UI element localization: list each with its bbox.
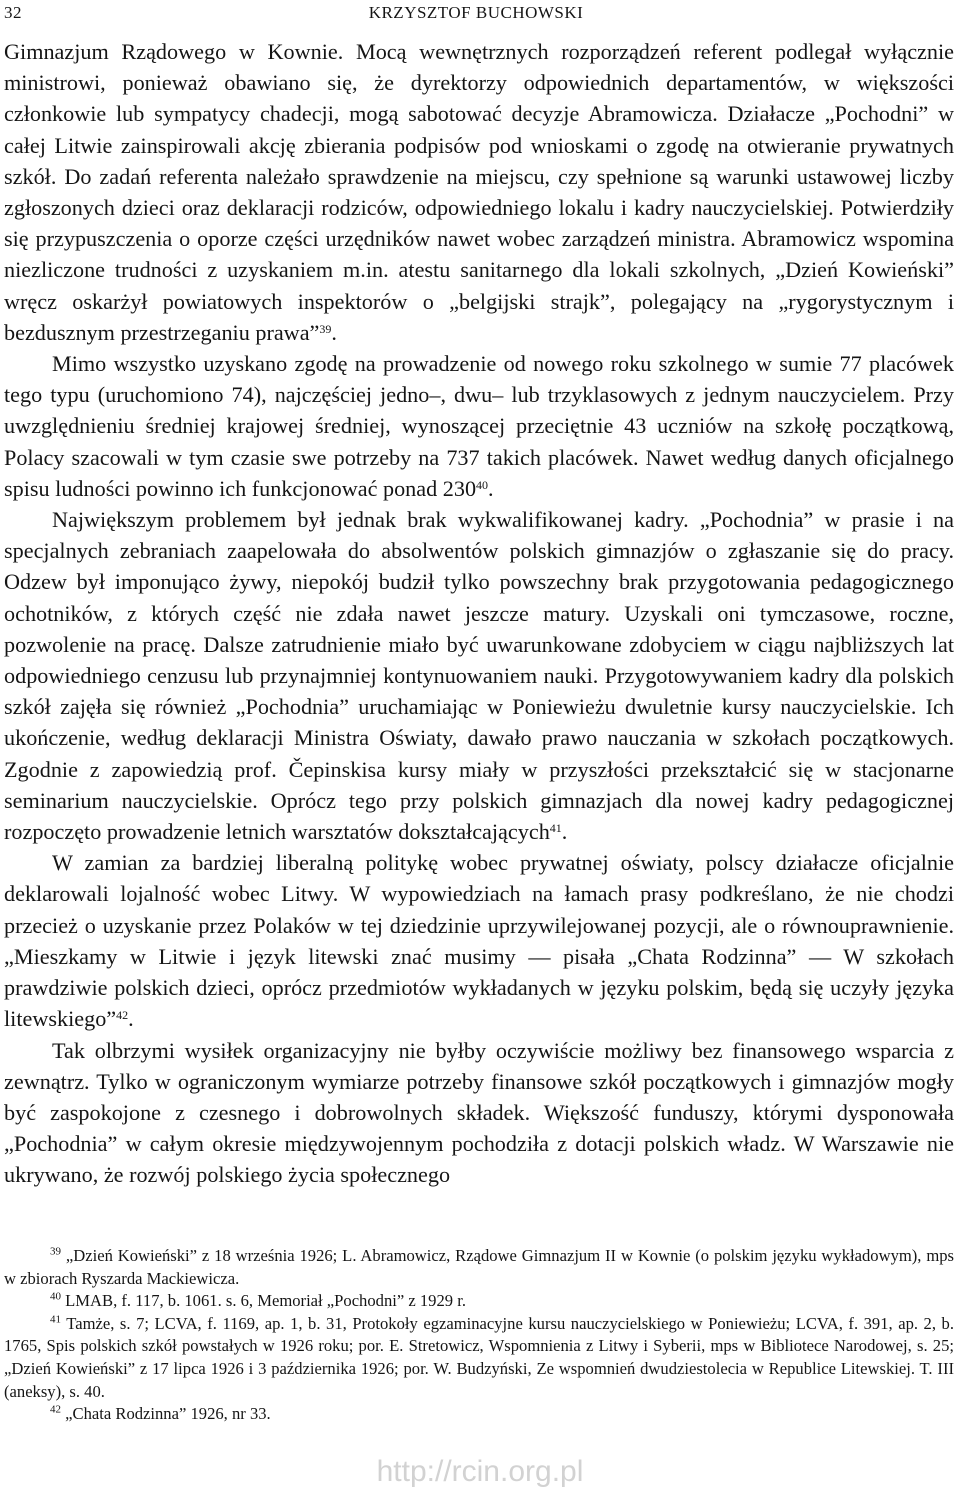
footnote-number: 41: [50, 1313, 61, 1326]
footnote: [4, 1313, 954, 1403]
footnote: [4, 1290, 954, 1313]
paragraph: Tak olbrzymi wysiłek organizacyjny nie byłby oczywiście możliwy bez finansowego wsparcia z zewnątrz. Tylko w ograniczonym wymiarze potrzeby finansowe szkół początkowych i gimnazjów mogły być zaspokojone z czesnego i dobrowolnych składek. Większość funduszy, którymi dysponowała „Pochodnia” w całym okresie międzywojennym pochodziła z dotacji polskich władz. W Warszawie nie ukrywano, że rozwój polskiego życia społecznego: [4, 1037, 954, 1188]
footnote-text: Tamże, s. 7; LCVA, f. 1169, ap. 1, b. 31, Protokoły egzaminacyjne kursu nauczycielskiego w Poniewieżu; LCVA, f. 391, ap. 2, b. 1765, Spis polskich szkół powstałych w 1926 roku; por. E. Stretowicz, Wspomnienia z Litwy i Syberii, mps w Bibliotece Narodowej, s. 25; „Dzień Kowieński” z 17 lipca 1926 i 3 października 1926; por. W. Budzyński, Ze wspomnień dwudziestolecia w Republice Litewskiej. T. III (aneksy), s. 40.: [4, 1313, 954, 1401]
footnote: [4, 1245, 954, 1290]
page-number: 32: [4, 3, 22, 22]
footnote-text: „Dzień Kowieński” z 18 września 1926; L. Abramowicz, Rządowe Gimnazjum II w Kownie (o polskim języku wykładowym), mps w zbiorach Ryszarda Mackiewicza.: [4, 1246, 954, 1288]
footnote-text: LMAB, f. 117, b. 1061. s. 6, Memoriał „Pochodni” z 1929 r.: [65, 1291, 466, 1311]
watermark: http://rcin.org.pl: [376, 1455, 584, 1488]
paragraph: Mimo wszystko uzyskano zgodę na prowadzenie od nowego roku szkolnego w sumie 77 placówek tego typu (uruchomiono 74), najczęściej jedno–, dwu– lub trzyklasowych z jednym nauczycielem. Przy uwzględnieniu średniej krajowej średniej, wynoszącej przeciętnie 43 uczniów na szkołę początkową, Polacy szacowali w tym czasie swe potrzeby na 737 takich placówek. Nawet według danych oficjalnego spisu ludności powinno ich funkcjonować ponad $230^{40}$.: [4, 351, 954, 501]
footnote-ref[interactable]: 42: [116, 1008, 129, 1023]
footnote-ref[interactable]: 39: [319, 321, 332, 336]
footnote-number: 40: [50, 1290, 61, 1303]
footnotes: [4, 1245, 954, 1426]
footnote-number: 42: [50, 1403, 61, 1416]
footnote-number: 39: [50, 1245, 61, 1258]
footnote-text: „Chata Rodzinna” 1926, nr 33.: [65, 1404, 271, 1424]
running-head: KRZYSZTOF BUCHOWSKI: [368, 3, 584, 22]
main-text: [4, 36, 954, 1191]
footnote-ref[interactable]: 40: [476, 477, 489, 492]
paragraph: W zamian za bardziej liberalną politykę wobec prywatnej oświaty, polscy działacze oficjalnie deklarowali lojalność wobec Litwy. W wypowiedziach na łamach prasy podkreślano, że nie chodzi przecież o uzyskanie przez Polaków w tej dziedzinie uprzywilejowanej pozycji, ale o równouprawnienie. „Mieszkamy w Litwie i język litewski znać musimy — pisała „Chata Rodzinna” — W szkołach prawdziwie polskich dzieci, oprócz przedmiotów wykładanych w języku polskim, będą się uczyły języka litewskiego”$^{42}$.: [4, 850, 954, 1032]
page-header: [4, 3, 948, 27]
paragraph: Największym problemem był jednak brak wykwalifikowanej kadry. „Pochodnia” w prasie i na specjalnych zebraniach zaapelowała do absolwentów polskich gimnazjów o zgłaszanie się do pracy. Odzew był imponująco żywy, niepokój budził tylko powszechny brak przygotowania pedagogicznego ochotników, z których część nie zdała nawet jeszcze matury. Uzyskali oni tymczasowe, roczne, pozwolenie na pracę. Dalsze zatrudnienie miało być uwarunkowane zdobyciem w ciągu najbliższych lat odpowiedniego cenzusu lub przynajmniej kontynuowaniem nauki. Przygotowywaniem kadry dla polskich szkół zajęła się również „Pochodnia” uruchamiając w Poniewieżu dwuletnie kursy nauczycielskie. Ich ukończenie, według deklaracji Ministra Oświaty, dawało prawo nauczania w szkołach początkowych. Zgodnie z zapowiedzią prof. Čepinskisa kursy miały w przyszłości przekształcić się w stacjonarne seminarium nauczycielskie. Oprócz tego przy polskich gimnazjach dla nowej kadry pedagogicznej rozpoczęto prowadzenie letnich warsztatów dokształcających$^{41}$.: [4, 507, 954, 845]
footnote-ref[interactable]: 41: [549, 820, 562, 835]
footnote: [4, 1403, 954, 1426]
paragraph: Gimnazjum Rządowego w Kownie. Mocą wewnętrznych rozporządzeń referent podlegał wyłącznie ministrowi, ponieważ obawiano się, że dyrektorzy odpowiednich departamentów, w większości członkowie lub sympatycy chadecji, mogą sabotować decyzje Abramowicza. Działacze „Pochodni” w całej Litwie zainspirowali akcję zbierania podpisów pod wnioskami o zgodę na otwieranie prywatnych szkół. Do zadań referenta należało sprawdzenie na miejscu, czy spełnione są warunki ustawowej liczby zgłoszonych dzieci oraz deklaracji rodziców, odpowiedniego lokalu i kadry nauczycielskiej. Potwierdziły się przypuszczenia o oporze części urzędników nawet wobec zarządzeń ministra. Abramowicz wspomina niezliczone trudności z uzyskaniem m.in. atestu sanitarnego dla lokali szkolnych, „Dzień Kowieński” wręcz oskarżył powiatowych inspektorów o „belgijski strajk”, polegający na „rygorystycznym i bezdusznym przestrzeganiu prawa”$^{39}$.: [4, 39, 954, 345]
